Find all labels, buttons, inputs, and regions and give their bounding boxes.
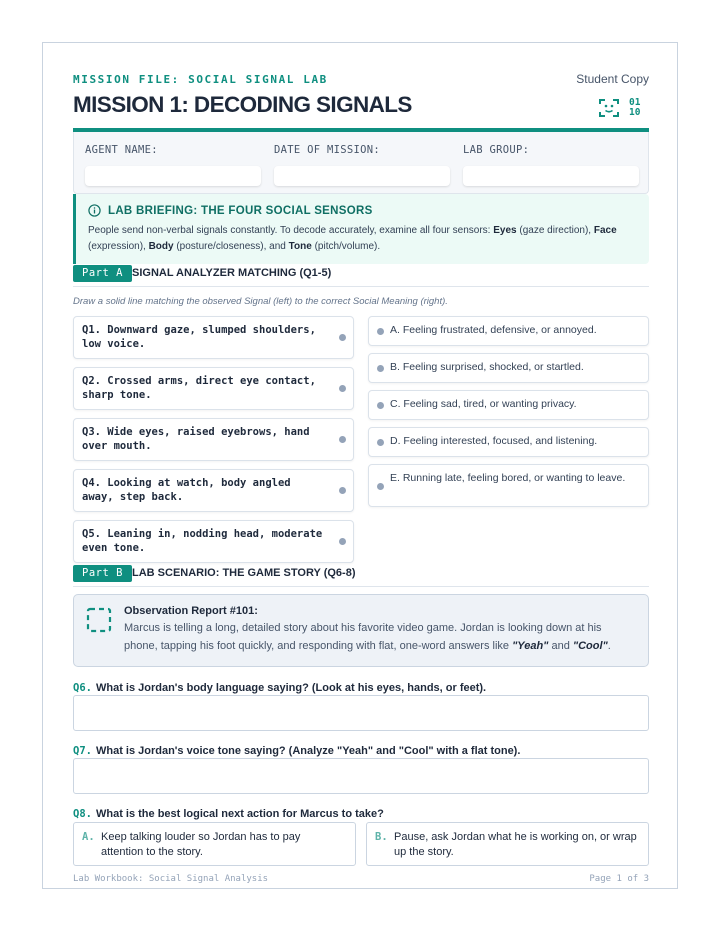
report-body: Marcus is telling a long, detailed story about his favorite video game. Jordan is looking down at his phone, tapping his foot quickly, and responding with flat, one-word answers like <box>124 622 602 652</box>
question-text: What is the best logical next action for Marcus to take? <box>95 808 384 820</box>
date-label: DATE OF MISSION: <box>274 144 380 156</box>
question-number: Q8. <box>73 808 92 820</box>
sensor-body: Body <box>148 241 174 252</box>
sensor-tone-desc: (pitch/volume). <box>311 241 381 252</box>
meaning-text: E. Running late, feeling bored, or wanting to leave. <box>390 472 626 484</box>
question-6 <box>73 678 649 696</box>
connector-dot[interactable] <box>339 487 346 494</box>
page-footer <box>73 874 649 884</box>
connector-dot[interactable] <box>377 483 384 490</box>
page-number: Page 1 of 3 <box>589 874 649 884</box>
lab-group-field <box>463 144 639 186</box>
choice-text: Pause, ask Jordan what he is working on, or wrap up the story. <box>394 831 637 858</box>
connector-dot[interactable] <box>339 538 346 545</box>
choice-letter: B. <box>375 831 388 843</box>
quote-cool: "Cool" <box>572 640 608 652</box>
lab-group-label: LAB GROUP: <box>463 144 530 156</box>
report-text <box>124 619 636 655</box>
question-7 <box>73 741 649 759</box>
scan-frame-icon <box>599 98 619 118</box>
lab-briefing <box>73 194 649 264</box>
meaning-c[interactable] <box>368 390 649 420</box>
observation-report <box>73 594 649 667</box>
title-divider <box>73 128 649 132</box>
q7-answer-box[interactable] <box>73 758 649 794</box>
part-a-title: SIGNAL ANALYZER MATCHING (Q1-5) <box>132 267 332 279</box>
student-copy-label: Student Copy <box>576 72 649 86</box>
sensor-face-desc: (expression), <box>88 241 149 252</box>
part-b-tag: Part B <box>73 565 132 582</box>
meaning-text: B. Feeling surprised, shocked, or startled. <box>390 361 584 373</box>
binary-icon <box>629 98 640 118</box>
choice-letter: A. <box>82 831 95 843</box>
connector-dot[interactable] <box>377 365 384 372</box>
signal-text: Q2. Crossed arms, direct eye contact, sharp tone. <box>82 375 316 401</box>
question-number: Q6. <box>73 682 92 694</box>
signal-q2[interactable] <box>73 367 354 410</box>
dashed-frame-icon <box>86 607 112 633</box>
report-title: Observation Report #101: <box>124 605 258 617</box>
agent-name-label: AGENT NAME: <box>85 144 158 156</box>
date-field <box>274 144 450 186</box>
meaning-text: D. Feeling interested, focused, and listening. <box>390 435 598 447</box>
binary-top: 01 <box>629 97 641 108</box>
info-icon <box>88 204 101 217</box>
part-a-tag: Part A <box>73 265 132 282</box>
signal-q5[interactable] <box>73 520 354 563</box>
choice-b[interactable] <box>366 822 649 866</box>
meaning-d[interactable] <box>368 427 649 457</box>
connector-dot[interactable] <box>377 328 384 335</box>
date-input[interactable] <box>274 166 450 186</box>
page-content <box>73 43 649 888</box>
signal-q1[interactable] <box>73 316 354 359</box>
connector-dot[interactable] <box>339 385 346 392</box>
meaning-text: A. Feeling frustrated, defensive, or annoyed. <box>390 324 597 336</box>
mission-file-label: MISSION FILE: SOCIAL SIGNAL LAB <box>73 73 328 86</box>
question-number: Q7. <box>73 745 92 757</box>
signal-text: Q4. Looking at watch, body angled away, step back. <box>82 477 291 503</box>
lab-logo <box>599 98 649 120</box>
meaning-e[interactable] <box>368 464 649 507</box>
matching-instructions: Draw a solid line matching the observed Signal (left) to the correct Social Meaning (right). <box>73 296 448 307</box>
quote-yeah: "Yeah" <box>512 640 549 652</box>
report-end: . <box>607 640 611 652</box>
footer-workbook-title: Lab Workbook: Social Signal Analysis <box>73 874 269 884</box>
connector-dot[interactable] <box>377 439 384 446</box>
worksheet-page <box>42 42 678 889</box>
briefing-text <box>88 223 639 255</box>
student-info-box <box>73 132 649 194</box>
sensor-eyes: Eyes <box>493 225 517 236</box>
signal-q3[interactable] <box>73 418 354 461</box>
sensor-face: Face <box>593 225 617 236</box>
briefing-intro: People send non-verbal signals constantly. To decode accurately, examine all four sensors: <box>88 225 494 236</box>
question-text: What is Jordan's body language saying? (Look at his eyes, hands, or feet). <box>95 682 487 694</box>
question-8 <box>73 804 649 822</box>
signal-text: Q1. Downward gaze, slumped shoulders, low voice. <box>82 324 316 350</box>
choice-a[interactable] <box>73 822 356 866</box>
part-b-title: LAB SCENARIO: THE GAME STORY (Q6-8) <box>132 567 356 579</box>
sensor-eyes-desc: (gaze direction), <box>516 225 594 236</box>
signal-q4[interactable] <box>73 469 354 512</box>
sensor-tone: Tone <box>288 241 312 252</box>
part-a-header <box>73 265 649 287</box>
briefing-heading <box>88 204 639 217</box>
sensor-body-desc: (posture/closeness), and <box>173 241 289 252</box>
signal-text: Q5. Leaning in, nodding head, moderate even tone. <box>82 528 323 554</box>
meaning-text: C. Feeling sad, tired, or wanting privacy. <box>390 398 577 410</box>
meaning-a[interactable] <box>368 316 649 346</box>
connector-dot[interactable] <box>339 436 346 443</box>
meaning-b[interactable] <box>368 353 649 383</box>
page-title: MISSION 1: DECODING SIGNALS <box>73 92 412 117</box>
part-b-header <box>73 565 649 587</box>
lab-group-input[interactable] <box>463 166 639 186</box>
report-and: and <box>548 640 573 652</box>
choice-text: Keep talking louder so Jordan has to pay attention to the story. <box>101 831 301 858</box>
q6-answer-box[interactable] <box>73 695 649 731</box>
question-text: What is Jordan's voice tone saying? (Analyze "Yeah" and "Cool" with a flat tone). <box>95 745 521 757</box>
connector-dot[interactable] <box>339 334 346 341</box>
agent-name-field <box>85 144 261 186</box>
agent-name-input[interactable] <box>85 166 261 186</box>
connector-dot[interactable] <box>377 402 384 409</box>
briefing-title: LAB BRIEFING: THE FOUR SOCIAL SENSORS <box>108 204 373 217</box>
binary-bottom: 10 <box>629 107 641 118</box>
signal-text: Q3. Wide eyes, raised eyebrows, hand over mouth. <box>82 426 310 452</box>
